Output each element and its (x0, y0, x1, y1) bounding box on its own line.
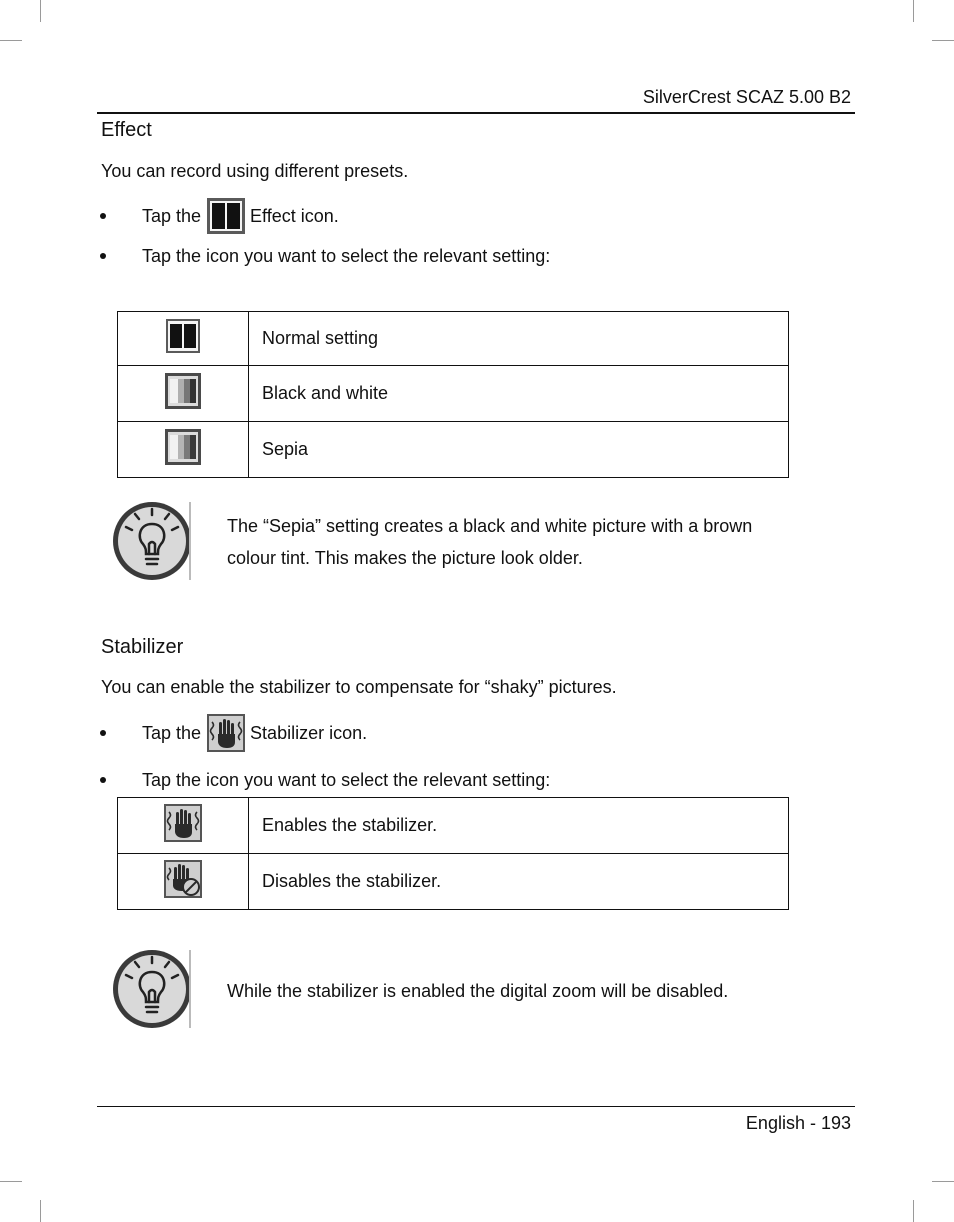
effect-normal-icon (166, 319, 200, 353)
effect-bullet-1-post: Effect icon. (250, 205, 339, 226)
stabilizer-off-icon (164, 860, 202, 898)
effect-row-label: Black and white (249, 366, 789, 422)
effect-bw-icon (165, 373, 201, 409)
effect-intro: You can record using different presets. (101, 161, 409, 181)
stabilizer-settings-table (117, 797, 789, 910)
crop-mark (913, 1200, 914, 1222)
table-row (118, 798, 789, 854)
effect-icon (207, 198, 245, 234)
bullet-dot (100, 730, 106, 736)
table-row (118, 854, 789, 910)
effect-tip-text: The “Sepia” setting creates a black and white picture with a brown colour tint. This makes the picture look older. (227, 516, 753, 568)
stabilizer-bullet-2 (100, 768, 550, 792)
crop-mark (0, 40, 22, 41)
crop-mark (932, 1181, 954, 1182)
bullet-dot (100, 777, 106, 783)
bullet-dot (100, 213, 106, 219)
effect-heading: Effect (101, 119, 152, 141)
stabilizer-intro: You can enable the stabilizer to compensate for “shaky” pictures. (101, 677, 617, 697)
stabilizer-bullet-2-text: Tap the icon you want to select the relevant setting: (142, 769, 551, 790)
crop-mark (40, 0, 41, 22)
lightbulb-icon (111, 948, 193, 1030)
stabilizer-icon (207, 714, 245, 752)
stabilizer-bullet-1-post: Stabilizer icon. (250, 722, 368, 743)
effect-bullet-2 (100, 244, 550, 268)
effect-bullet-2-text: Tap the icon you want to select the relevant setting: (142, 245, 551, 266)
effect-bullet-1-pre: Tap the (142, 205, 202, 226)
crop-mark (0, 1181, 22, 1182)
stabilizer-heading: Stabilizer (101, 636, 184, 658)
effect-bullet-1 (100, 194, 339, 238)
crop-mark (40, 1200, 41, 1222)
table-row (118, 422, 789, 478)
stabilizer-bullet-1-pre: Tap the (142, 722, 202, 743)
effect-settings-table (117, 311, 789, 478)
header-rule (97, 112, 855, 114)
effect-row-label: Normal setting (249, 312, 789, 366)
page-number: English - 193 (745, 1113, 851, 1133)
footer-rule (97, 1106, 855, 1107)
lightbulb-icon (111, 500, 193, 582)
effect-row-label: Sepia (249, 422, 789, 478)
header-product: SilverCrest SCAZ 5.00 B2 (642, 87, 851, 107)
stabilizer-row-label: Enables the stabilizer. (249, 798, 789, 854)
crop-mark (913, 0, 914, 22)
effect-tip (111, 500, 193, 582)
stabilizer-bullet-1 (100, 711, 367, 755)
effect-sepia-icon (165, 429, 201, 465)
table-row (118, 312, 789, 366)
crop-mark (932, 40, 954, 41)
stabilizer-on-icon (164, 804, 202, 842)
table-row (118, 366, 789, 422)
stabilizer-tip-text: While the stabilizer is enabled the digital zoom will be disabled. (227, 981, 729, 1001)
stabilizer-tip (111, 948, 193, 1030)
bullet-dot (100, 253, 106, 259)
stabilizer-row-label: Disables the stabilizer. (249, 854, 789, 910)
